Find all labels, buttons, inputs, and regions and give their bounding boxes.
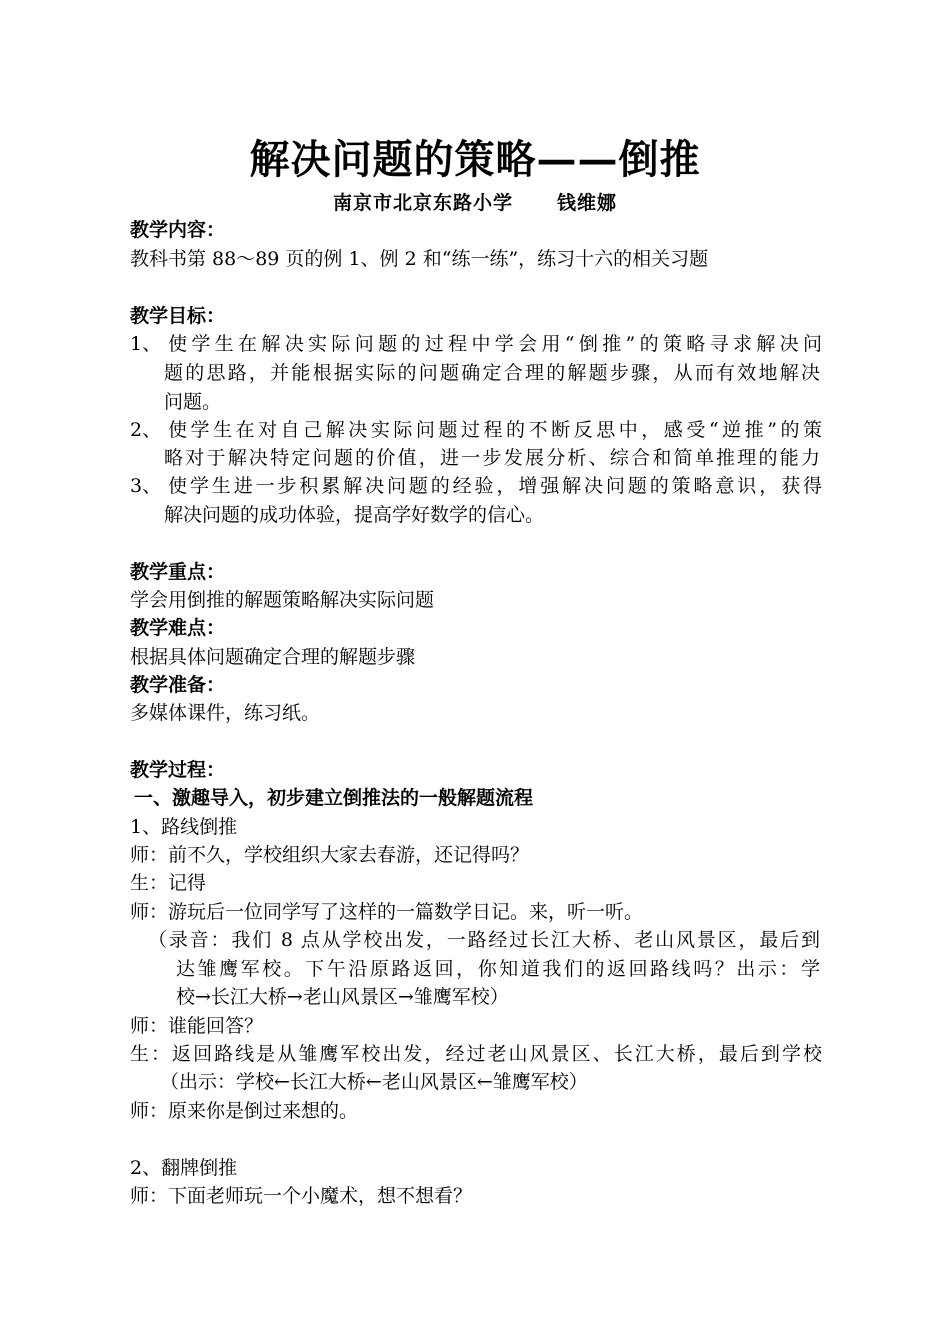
goal-1-line-1: 使学生在解决实际问题的过程中学会用“倒推”的策略寻求解决问	[168, 333, 822, 355]
goal-3-line-2: 解决问题的成功体验，提高学好数学的信心。	[164, 504, 545, 526]
dialog-line: 师：游玩后一位同学写了这样的一篇数学日记。来，听一听。	[130, 901, 644, 923]
byline	[0, 188, 950, 218]
goal-1-number: 1、	[130, 333, 162, 355]
goal-3-line-1: 使学生进一步积累解决问题的经验，增强解决问题的策略意识，获得	[168, 475, 822, 497]
dialog-line: 师：下面老师玩一个小魔术，想不想看？	[130, 1185, 473, 1207]
key-point-text: 学会用倒推的解题策略解决实际问题	[130, 589, 435, 611]
sub-heading-card: 2、翻牌倒推	[130, 1157, 238, 1179]
goal-3-number: 3、	[130, 475, 162, 497]
goal-1-line-2: 题的思路，并能根据实际的问题确定合理的解题步骤，从而有效地解决	[164, 362, 820, 384]
goal-1-line-3: 问题。	[164, 391, 222, 413]
recording-line-2: 达雏鹰军校。下午沿原路返回，你知道我们的返回路线吗？出示：学	[176, 958, 820, 980]
display-line: （出示：学校←长江大桥←老山风景区←雏鹰军校）	[160, 1071, 588, 1093]
preparation-text: 多媒体课件，练习纸。	[130, 702, 321, 724]
difficulty-heading: 教学难点：	[130, 617, 226, 639]
goals-heading: 教学目标：	[130, 305, 226, 327]
section-1-heading: 一、激趣导入，初步建立倒推法的一般解题流程	[134, 787, 534, 809]
recording-line-3: 校→长江大桥→老山风景区→雏鹰军校）	[176, 986, 509, 1008]
author-name: 钱维娜	[557, 192, 618, 214]
page-title: 解决问题的策略——倒推	[249, 136, 701, 183]
goal-2-line-2: 略对于解决特定问题的价值，进一步发展分析、综合和简单推理的能力	[164, 447, 820, 469]
content-text: 教科书第 88～89 页的例 1、例 2 和“练一练”，练习十六的相关习题	[130, 248, 709, 270]
recording-line-1: （录音：我们 8 点从学校出发，一路经过长江大桥、老山风景区，最后到	[148, 929, 820, 951]
preparation-heading: 教学准备：	[130, 674, 226, 696]
content-heading: 教学内容：	[130, 219, 226, 241]
process-heading: 教学过程：	[130, 759, 226, 781]
dialog-line: 生：记得	[130, 872, 207, 894]
school-name: 南京市北京东路小学	[332, 192, 513, 214]
dialog-line: 师：原来你是倒过来想的。	[130, 1100, 359, 1122]
dialog-line: 生：返回路线是从雏鹰军校出发，经过老山风景区、长江大桥，最后到学校	[130, 1043, 822, 1065]
sub-heading-route: 1、路线倒推	[130, 816, 238, 838]
key-point-heading: 教学重点：	[130, 561, 226, 583]
dialog-line: 师：谁能回答？	[130, 1015, 264, 1037]
difficulty-text: 根据具体问题确定合理的解题步骤	[130, 646, 416, 668]
goal-2-line-1: 使学生在对自己解决实际问题过程的不断反思中，感受“逆推”的策	[168, 419, 822, 441]
goal-2-number: 2、	[130, 419, 162, 441]
dialog-line: 师：前不久，学校组织大家去春游，还记得吗？	[130, 844, 530, 866]
